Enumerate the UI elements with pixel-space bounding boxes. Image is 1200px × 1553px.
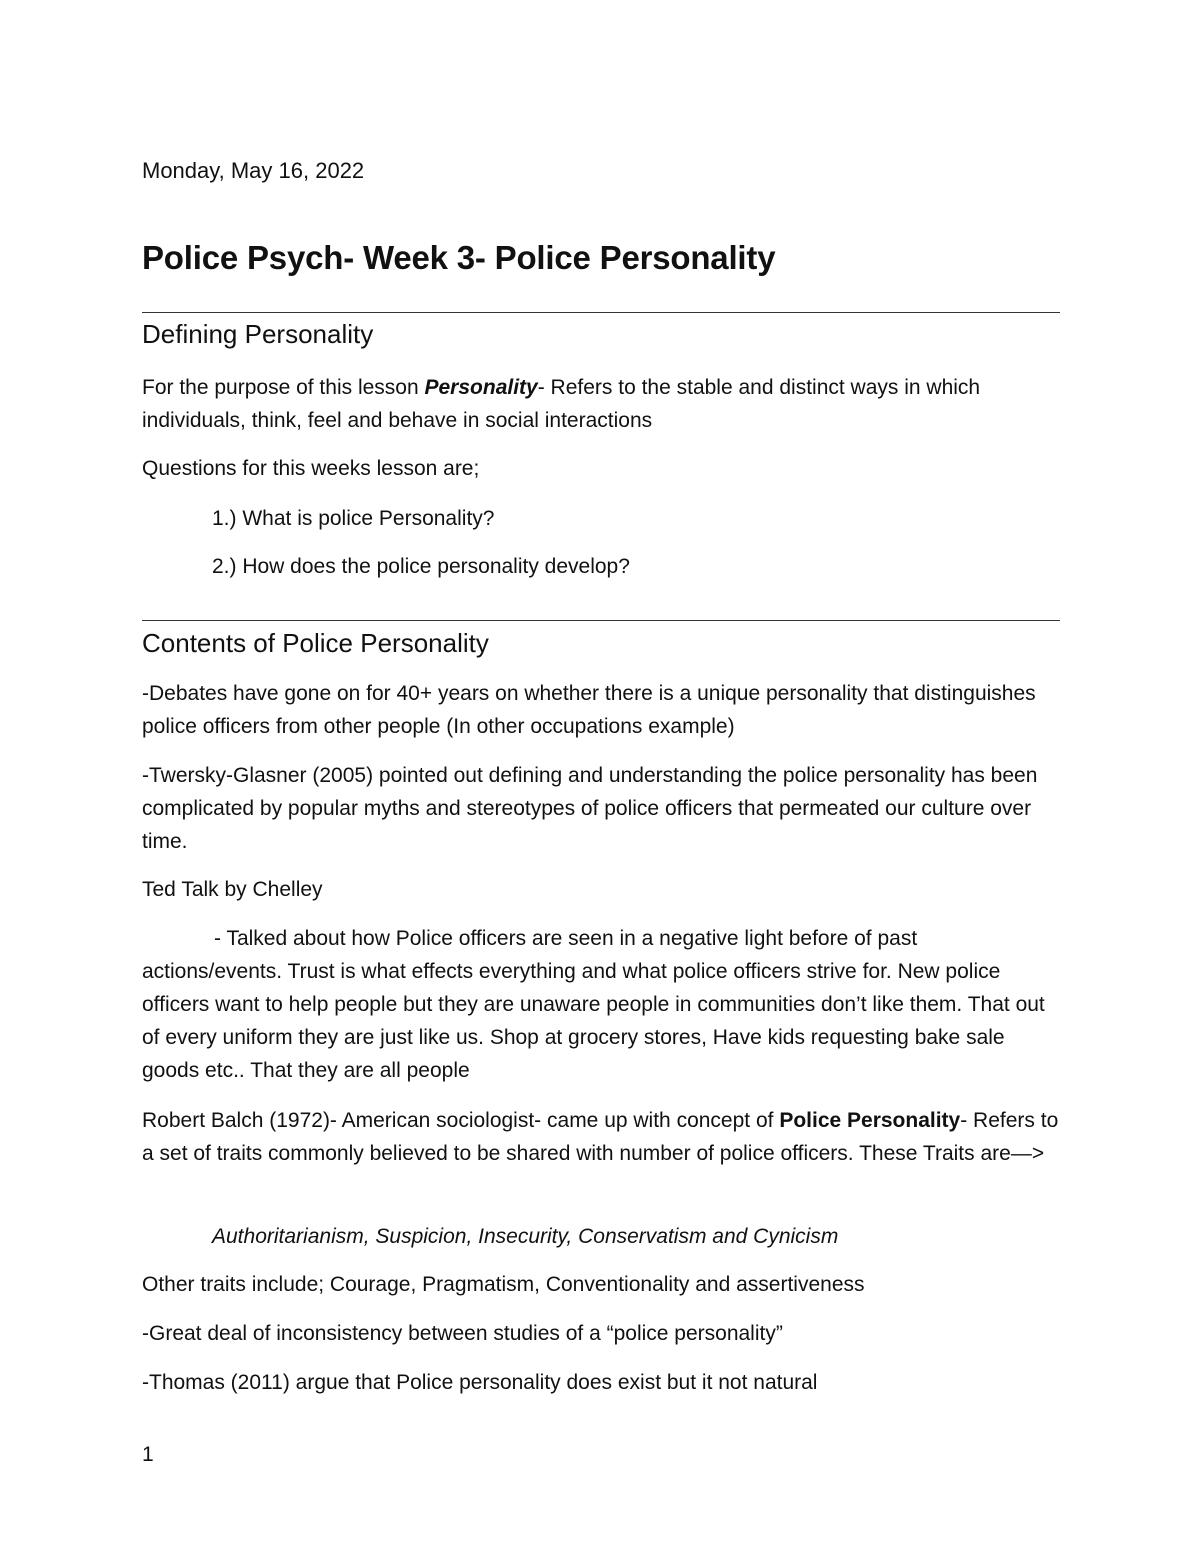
question-item-2: 2.) How does the police personality develop?: [212, 555, 630, 578]
section-divider: [142, 312, 1060, 313]
balch-term: Police Personality: [779, 1109, 961, 1132]
balch-prefix: Robert Balch (1972)- American sociologist- came up with concept of: [142, 1109, 780, 1132]
section-divider: [142, 620, 1060, 621]
paragraph-twersky: -Twersky-Glasner (2005) pointed out defining and understanding the police personality has been complicated by popular myths and stereotypes of police officers that permeated our culture over time.: [142, 764, 1038, 853]
page-number: 1: [142, 1443, 154, 1466]
definition-prefix: For the purpose of this lesson: [142, 376, 425, 399]
paragraph-thomas: -Thomas (2011) argue that Police personality does exist but it not natural: [142, 1371, 818, 1394]
question-item-1: 1.) What is police Personality?: [212, 507, 495, 530]
ted-talk-notes: - Talked about how Police officers are seen in a negative light before of past actions/events. Trust is what effects everything and what police officers strive for. New police officers want to help people but they are unaware people in communities don’t like them. That out of every uniform they are just like us. Shop at grocery stores, Have kids requesting bake sale goods etc.. That they are all people: [142, 927, 1045, 1082]
document-date: Monday, May 16, 2022: [142, 158, 365, 183]
paragraph-balch: [142, 1104, 1060, 1170]
traits-list: Authoritarianism, Suspicion, Insecurity, Conservatism and Cynicism: [212, 1225, 839, 1248]
ted-talk-label: Ted Talk by Chelley: [142, 878, 323, 901]
definition-term: Personality: [424, 376, 538, 399]
section-heading-defining: Defining Personality: [142, 319, 374, 349]
personality-definition: [142, 371, 1060, 437]
section-heading-contents: Contents of Police Personality: [142, 628, 489, 658]
paragraph-debates: -Debates have gone on for 40+ years on whether there is a unique personality that distinguishes police officers from other people (In other occupations example): [142, 682, 1036, 738]
balch-text: - Refers to a set of traits commonly believed to be shared with number of police officers. These Traits are—>: [142, 1109, 1059, 1165]
definition-text: - Refers to the stable and distinct ways in which individuals, think, feel and behave in social interactions: [142, 376, 981, 432]
page-title: Police Psych- Week 3- Police Personality: [142, 239, 776, 276]
questions-intro: Questions for this weeks lesson are;: [142, 457, 480, 480]
other-traits: Other traits include; Courage, Pragmatism, Conventionality and assertiveness: [142, 1273, 865, 1296]
paragraph-inconsistency: -Great deal of inconsistency between studies of a “police personality”: [142, 1322, 783, 1345]
document-page: [142, 0, 1060, 1553]
